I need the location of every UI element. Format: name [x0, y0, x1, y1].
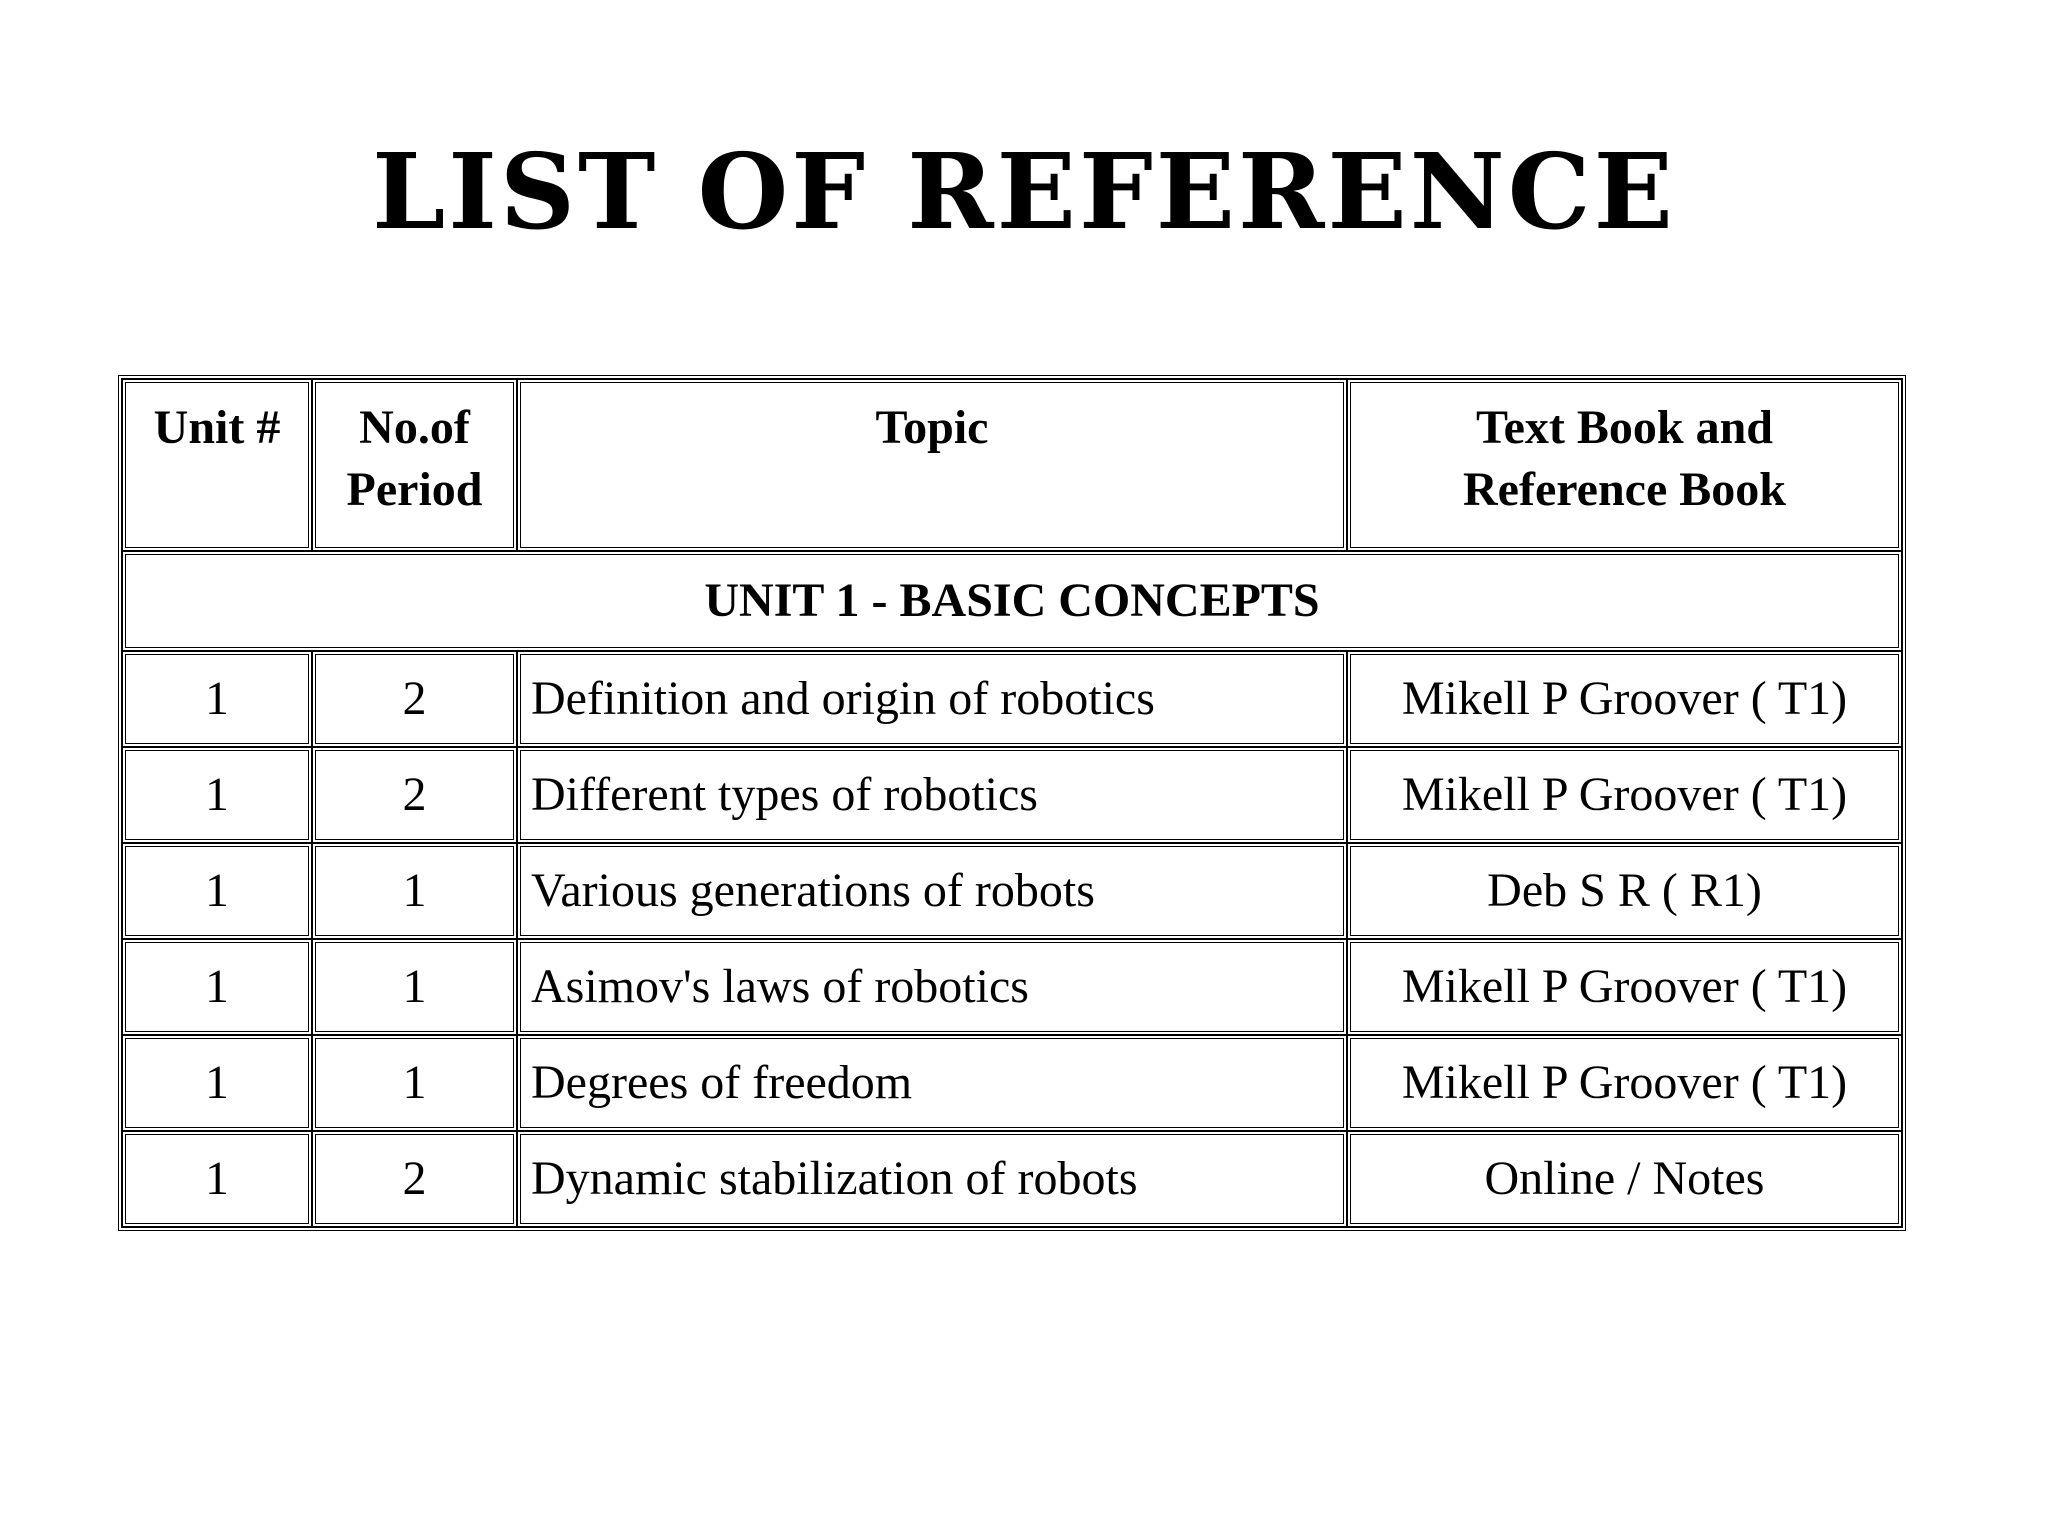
cell-periods: 2	[312, 747, 517, 843]
cell-book: Mikell P Groover ( T1)	[1347, 747, 1902, 843]
table-row	[122, 843, 1902, 939]
cell-unit: 1	[122, 1131, 312, 1227]
cell-book: Mikell P Groover ( T1)	[1347, 651, 1902, 747]
cell-topic: Definition and origin of robotics	[517, 651, 1347, 747]
section-row	[122, 551, 1902, 651]
header-book-line2: Reference Book	[1462, 463, 1786, 516]
header-periods-line2: Period	[346, 463, 483, 516]
cell-book: Mikell P Groover ( T1)	[1347, 1035, 1902, 1131]
header-topic-label: Topic	[875, 401, 989, 454]
cell-topic: Asimov's laws of robotics	[517, 939, 1347, 1035]
table-row	[122, 1035, 1902, 1131]
cell-periods: 1	[312, 1035, 517, 1131]
cell-periods: 1	[312, 939, 517, 1035]
section-title: UNIT 1 - BASIC CONCEPTS	[122, 551, 1902, 651]
cell-book: Deb S R ( R1)	[1347, 843, 1902, 939]
cell-unit: 1	[122, 1035, 312, 1131]
cell-unit: 1	[122, 843, 312, 939]
cell-topic: Various generations of robots	[517, 843, 1347, 939]
header-unit	[122, 379, 312, 551]
cell-periods: 2	[312, 651, 517, 747]
table-row	[122, 651, 1902, 747]
header-book-line1: Text Book and	[1476, 401, 1773, 454]
page-title: LIST OF REFERENCE	[372, 130, 1676, 253]
header-topic	[517, 379, 1347, 551]
cell-periods: 2	[312, 1131, 517, 1227]
header-periods-line1: No.of	[359, 401, 470, 454]
cell-unit: 1	[122, 939, 312, 1035]
cell-book: Online / Notes	[1347, 1131, 1902, 1227]
cell-book: Mikell P Groover ( T1)	[1347, 939, 1902, 1035]
cell-unit: 1	[122, 747, 312, 843]
table-row	[122, 1131, 1902, 1227]
table-header-row	[122, 379, 1902, 551]
reference-table	[118, 375, 1906, 1231]
header-book	[1347, 379, 1902, 551]
cell-unit: 1	[122, 651, 312, 747]
header-unit-label: Unit #	[153, 401, 281, 454]
cell-topic: Degrees of freedom	[517, 1035, 1347, 1131]
table-row	[122, 747, 1902, 843]
table-row	[122, 939, 1902, 1035]
cell-topic: Dynamic stabilization of robots	[517, 1131, 1347, 1227]
header-periods	[312, 379, 517, 551]
cell-periods: 1	[312, 843, 517, 939]
cell-topic: Different types of robotics	[517, 747, 1347, 843]
